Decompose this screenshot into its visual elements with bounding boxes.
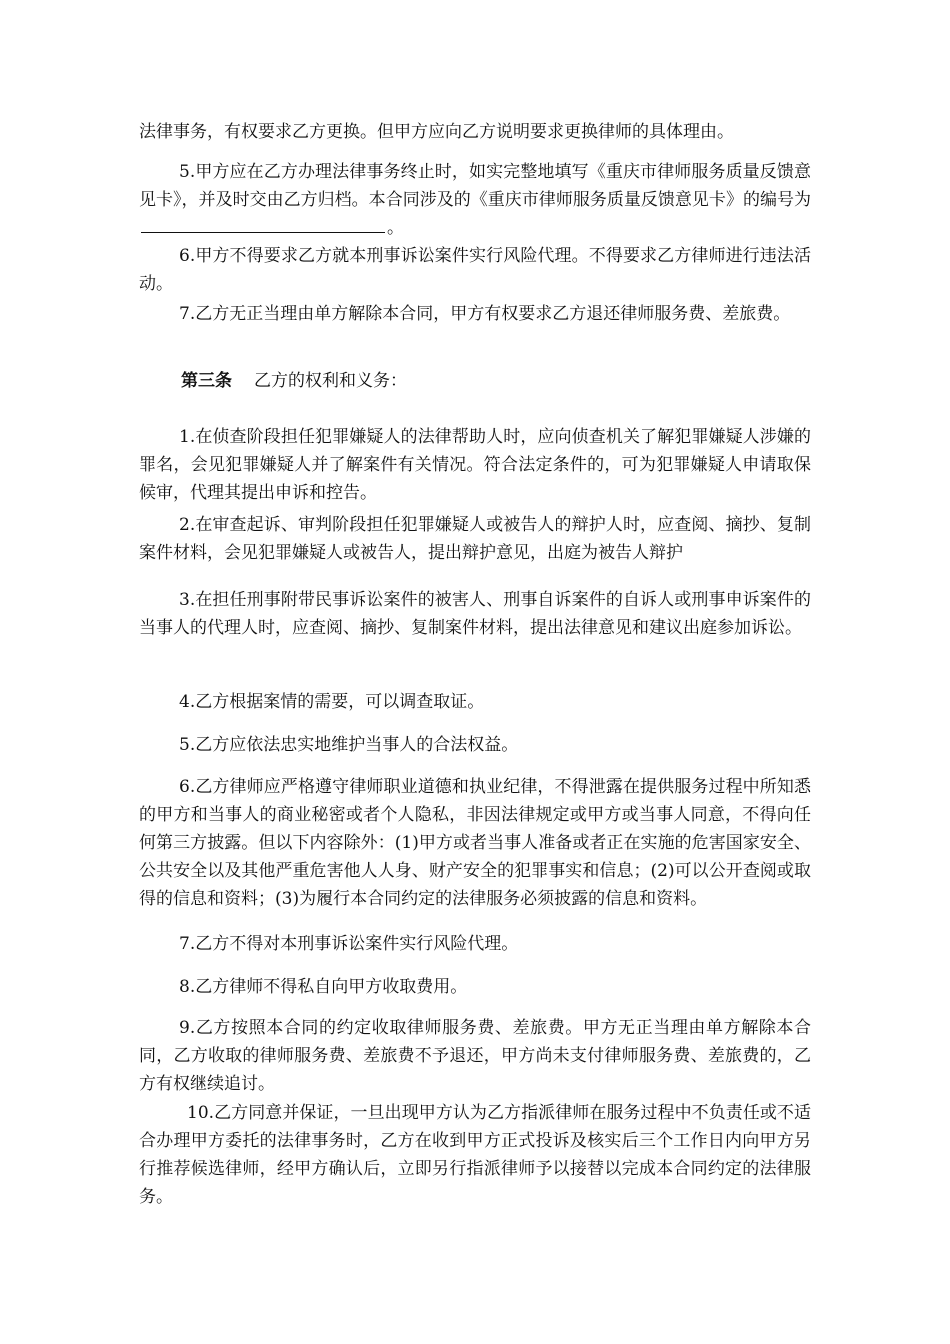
card-number-blank-line[interactable] (141, 214, 385, 233)
paragraph-text: 5.甲方应在乙方办理法律事务终止时，如实完整地填写《重庆市律师服务质量反馈意见卡》，并及时交由乙方归档。本合同涉及的《重庆市律师服务质量反馈意见卡》的编号为 (139, 162, 811, 210)
paragraph-right-10-replacement: 10.乙方同意并保证，一旦出现甲方认为乙方指派律师在服务过程中不负责任或不适合办理甲方委托的法律事务时，乙方在收到甲方正式投诉及核实后三个工作日内向甲方另行推荐候选律师，经甲方确认后，立即另行指派律师予以接替以完成本合同约定的法律服务。 (139, 1103, 811, 1207)
paragraph-item-5-feedback-card (139, 158, 811, 242)
paragraph-right-9-fees: 9.乙方按照本合同的约定收取律师服务费、差旅费。甲方无正当理由单方解除本合同，乙方收取的律师服务费、差旅费不予退还，甲方尚未支付律师服务费、差旅费的，乙方有权继续追讨。 (139, 1018, 811, 1094)
article-label: 第三条 (181, 371, 232, 391)
paragraph-right-1-investigation: 1.在侦查阶段担任犯罪嫌疑人的法律帮助人时，应向侦查机关了解犯罪嫌疑人涉嫌的罪名，会见犯罪嫌疑人并了解案件有关情况。符合法定条件的，可为犯罪嫌疑人申请取保候审，代理其提出申诉和控告。 (139, 427, 811, 503)
paragraph-right-6-confidentiality: 6.乙方律师应严格遵守律师职业道德和执业纪律，不得泄露在提供服务过程中所知悉的甲方和当事人的商业秘密或者个人隐私，非因法律规定或甲方或当事人同意，不得向任何第三方披露。但以下内容除外：(1)甲方或者当事人准备或者正在实施的危害国家安全、公共安全以及其他严重危害他人人身、财产安全的犯罪事实和信息；(2)可以公开查阅或取得的信息和资料；(3)为履行本合同约定的法律服务必须披露的信息和资料。 (139, 777, 811, 909)
paragraph-right-7-no-risk-agency: 7.乙方不得对本刑事诉讼案件实行风险代理。 (179, 934, 519, 954)
paragraph-item-6-risk-agency: 6.甲方不得要求乙方就本刑事诉讼案件实行风险代理。不得要求乙方律师进行违法活动。 (139, 246, 811, 294)
paragraph-continuation: 法律事务，有权要求乙方更换。但甲方应向乙方说明要求更换律师的具体理由。 (139, 122, 734, 142)
paragraph-right-3-agent: 3.在担任刑事附带民事诉讼案件的被害人、刑事自诉案件的自诉人或刑事申诉案件的当事人的代理人时，应查阅、摘抄、复制案件材料，提出法律意见和建议出庭参加诉讼。 (139, 590, 811, 638)
paragraph-text-end: 。 (387, 218, 404, 238)
paragraph-right-8-no-private-fees: 8.乙方律师不得私自向甲方收取费用。 (179, 977, 468, 997)
paragraph-right-5-interests: 5.乙方应依法忠实地维护当事人的合法权益。 (179, 735, 519, 755)
article-3-heading (181, 367, 407, 395)
paragraph-item-7-refund: 7.乙方无正当理由单方解除本合同，甲方有权要求乙方退还律师服务费、差旅费。 (179, 304, 791, 324)
paragraph-right-2-defense: 2.在审查起诉、审判阶段担任犯罪嫌疑人或被告人的辩护人时，应查阅、摘抄、复制案件材料，会见犯罪嫌疑人或被告人，提出辩护意见，出庭为被告人辩护 (139, 515, 811, 563)
article-title: 乙方的权利和义务： (254, 371, 407, 391)
paragraph-right-4-evidence: 4.乙方根据案情的需要，可以调查取证。 (179, 692, 485, 712)
